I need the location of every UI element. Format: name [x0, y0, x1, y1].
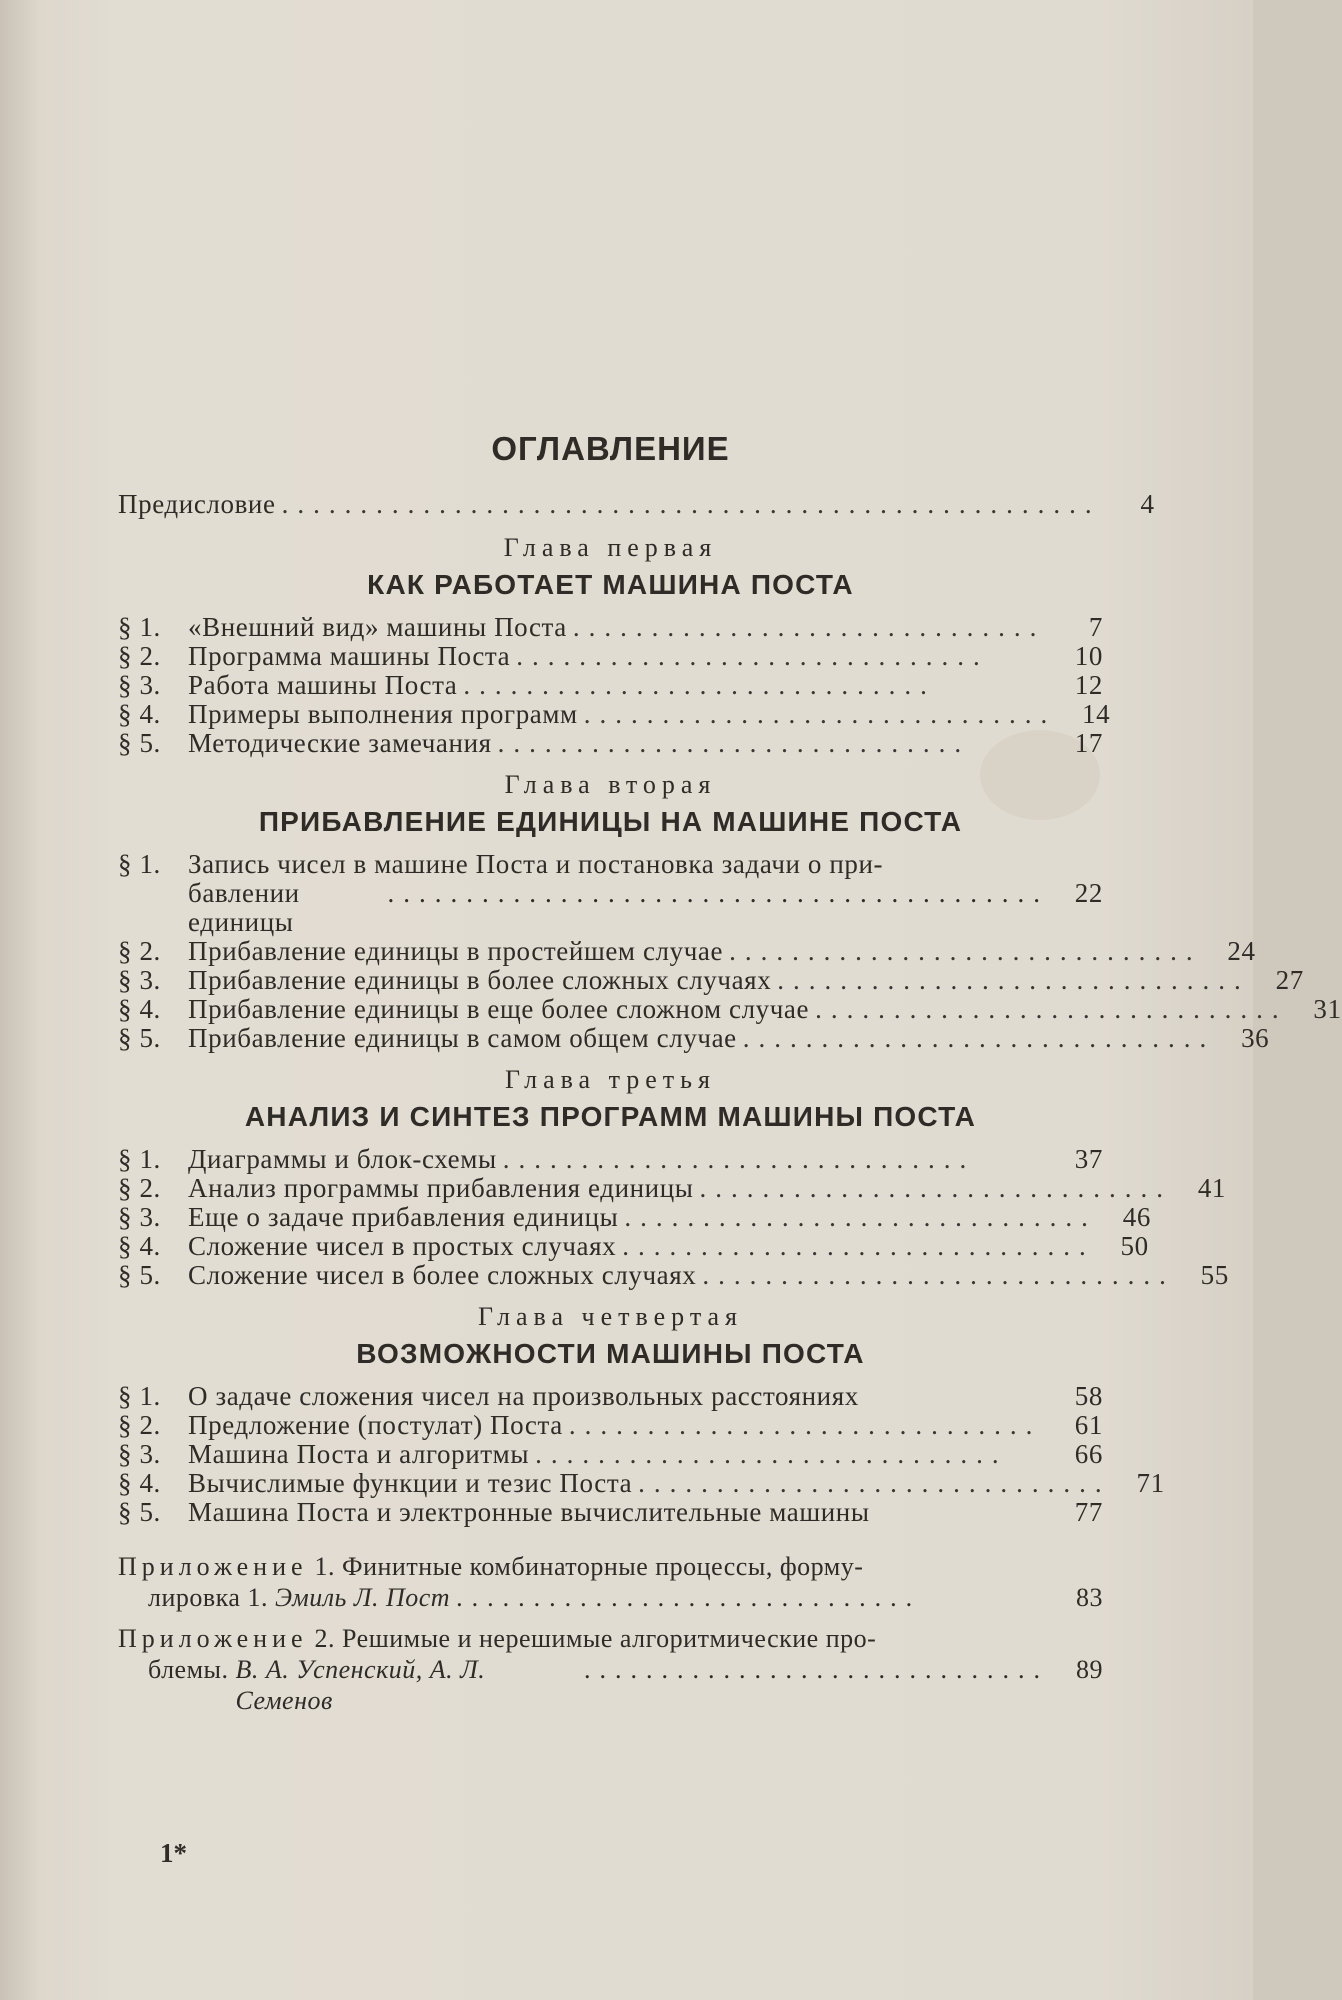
section-number: § 4. [118, 1231, 161, 1261]
leader-dots: .............................. [624, 1202, 1097, 1232]
section-label: Вычислимые функции и тезис Поста [188, 1468, 633, 1498]
leader-dots: .............................. [622, 1231, 1095, 1261]
chapter-label: Глава первая [503, 533, 718, 562]
appendix-page: 83 [1076, 1583, 1103, 1612]
section-page: 46 [1122, 1202, 1151, 1232]
section-label: Диаграммы и блок-схемы [188, 1144, 497, 1174]
chapter-3-sections [118, 1144, 1229, 1290]
chapter-title: ВОЗМОЖНОСТИ МАШИНЫ ПОСТА [356, 1338, 865, 1369]
section-label: Прибавление единицы в более сложных случаях [188, 965, 772, 995]
section-page: 61 [1074, 1410, 1103, 1440]
section-body [188, 850, 1103, 937]
toc-entry [118, 1498, 1103, 1527]
section-number: § 4. [118, 699, 161, 729]
section-page: 41 [1197, 1173, 1227, 1203]
section-label: Прибавление единицы в еще более сложном случае [188, 994, 810, 1024]
toc-entry [118, 965, 1304, 995]
leader-dots: .............................. [502, 1144, 976, 1174]
appendix-author: В. А. Успенский, А. Л. Семенов [235, 1655, 486, 1715]
section-number: § 4. [118, 1468, 161, 1498]
section-label: Методические замечания [188, 728, 492, 758]
leader-dots: .............................. [584, 1655, 1049, 1684]
leader-dots: .............................. [456, 1583, 922, 1612]
signature-mark: 1* [160, 1838, 187, 1868]
chapter-4-sections [118, 1381, 1165, 1527]
toc-entry [118, 1231, 1149, 1261]
section-page: 12 [1074, 670, 1103, 700]
toc-entry [118, 642, 1103, 671]
section-page: 77 [1074, 1497, 1103, 1527]
section-label: Прибавление единицы в простейшем случае [188, 936, 724, 966]
leader-dots: .............................. [815, 994, 1288, 1024]
toc-entry [118, 1260, 1229, 1290]
leader-dots: .............................. [535, 1439, 1008, 1469]
section-page: 50 [1120, 1231, 1149, 1261]
toc-entry [118, 613, 1103, 642]
section-label-cont: бавлении единицы [188, 878, 300, 937]
section-number: § 5. [118, 728, 161, 758]
appendix-line-2 [118, 1654, 1103, 1716]
section-number: § 1. [118, 612, 161, 642]
section-number: § 2. [118, 1173, 161, 1203]
leader-dots: .......................................... [387, 878, 1049, 908]
leader-dots: .............................. [699, 1173, 1173, 1203]
section-label: Прибавление единицы в самом общем случае [188, 1023, 737, 1053]
toc-entry [118, 1202, 1151, 1232]
section-number: § 1. [118, 849, 161, 879]
table-of-contents [118, 430, 1342, 1726]
section-number: § 5. [118, 1497, 161, 1527]
toc-entry [118, 936, 1256, 966]
section-number: § 2. [118, 1410, 161, 1440]
leader-dots: .............................. [568, 1410, 1042, 1440]
section-page: 55 [1200, 1260, 1229, 1290]
appendix-word: Приложение [118, 1624, 308, 1653]
appendix-line-2 [118, 1582, 1103, 1613]
section-label: Сложение чисел в более сложных случаях [188, 1260, 697, 1290]
section-page: 31 [1313, 994, 1342, 1024]
section-number: § 2. [118, 936, 161, 966]
section-number: § 5. [118, 1023, 161, 1053]
leader-dots: .............................. [463, 670, 936, 700]
toc-entry [118, 850, 1103, 937]
leader-dots: .............................. [702, 1260, 1175, 1290]
chapter-title: ПРИБАВЛЕНИЕ ЕДИНИЦЫ НА МАШИНЕ ПОСТА [258, 806, 963, 837]
appendix-title: 1. Финитные комбинаторные процессы, форму- [314, 1552, 864, 1581]
section-page: 17 [1074, 728, 1103, 758]
leader-dots: .............................. [583, 699, 1057, 729]
appendix-title-cont: блемы. [148, 1655, 229, 1684]
toc-entry [118, 1145, 1103, 1174]
section-number: § 1. [118, 1144, 161, 1174]
chapter-title: КАК РАБОТАЕТ МАШИНА ПОСТА [367, 569, 854, 600]
toc-entry [118, 729, 1103, 758]
appendix-entry [118, 1623, 1103, 1716]
section-number: § 3. [118, 1202, 161, 1232]
section-page: 36 [1241, 1023, 1270, 1053]
section-number: § 5. [118, 1260, 161, 1290]
toc-entry [118, 1411, 1103, 1440]
section-number: § 2. [118, 641, 161, 671]
section-page: 24 [1227, 936, 1256, 966]
section-label: «Внешний вид» машины Поста [188, 612, 567, 642]
section-label: О задаче сложения чисел на произвольных расстояниях [188, 1381, 859, 1411]
section-page: 27 [1275, 965, 1304, 995]
section-number: § 4. [118, 994, 161, 1024]
appendix-title-cont: лировка 1. [148, 1583, 268, 1612]
section-label: Запись чисел в машине Поста и постановка задачи о при- [188, 849, 884, 879]
appendix-line-1 [118, 1623, 1103, 1654]
toc-entry [118, 1173, 1227, 1203]
section-page: 71 [1136, 1468, 1165, 1498]
section-label: Еще о задаче прибавления единицы [188, 1202, 619, 1232]
leader-dots: .................................................... [281, 489, 1101, 519]
section-number: § 3. [118, 670, 161, 700]
section-page: 10 [1074, 641, 1103, 671]
leader-dots: .............................. [497, 728, 971, 758]
section-label: Машина Поста и алгоритмы [188, 1439, 530, 1469]
chapter-label: Глава четвертая [477, 1302, 744, 1331]
preface-label: Предисловие [118, 489, 276, 519]
leader-dots: .............................. [516, 641, 989, 671]
chapter-label: Глава вторая [504, 770, 717, 799]
leader-dots: .............................. [572, 612, 1046, 642]
section-page: 58 [1074, 1381, 1103, 1411]
chapter-title: АНАЛИЗ И СИНТЕЗ ПРОГРАММ МАШИНЫ ПОСТА [244, 1101, 977, 1132]
section-label: Анализ программы прибавления единицы [188, 1173, 694, 1203]
section-continuation [188, 879, 1103, 937]
section-label: Предложение (постулат) Поста [188, 1410, 563, 1440]
section-page: 66 [1074, 1439, 1103, 1469]
page-title: ОГЛАВЛЕНИЕ [491, 430, 730, 467]
section-number: § 3. [118, 1439, 161, 1469]
section-label: Машина Поста и электронные вычислительные машины [188, 1497, 870, 1527]
section-label: Сложение чисел в простых случаях [188, 1231, 617, 1261]
appendix-title: 2. Решимые и нерешимые алгоритмические про- [314, 1624, 877, 1653]
leader-dots: .............................. [742, 1023, 1216, 1053]
toc-entry [118, 1440, 1103, 1469]
toc-entry [118, 671, 1103, 700]
section-label: Программа машины Поста [188, 641, 511, 671]
toc-entry [118, 699, 1111, 729]
appendix-line-1 [118, 1551, 1103, 1582]
appendices [118, 1551, 1103, 1716]
section-page: 22 [1074, 878, 1103, 908]
preface-entry [118, 489, 1155, 519]
leader-dots: .............................. [729, 936, 1202, 966]
section-page: 37 [1074, 1144, 1103, 1174]
chapter-label: Глава третья [505, 1065, 716, 1094]
section-label: Примеры выполнения программ [188, 699, 578, 729]
leader-dots: .............................. [777, 965, 1250, 995]
appendix-author: Эмиль Л. Пост [274, 1583, 451, 1612]
section-page: 7 [1088, 612, 1103, 642]
toc-entry [118, 1382, 1103, 1411]
preface-page: 4 [1140, 489, 1155, 519]
chapter-1-sections [118, 612, 1111, 758]
appendix-page: 89 [1076, 1655, 1103, 1684]
toc-entry [118, 1023, 1270, 1053]
toc-entry [118, 1468, 1165, 1498]
section-page: 14 [1082, 699, 1111, 729]
section-number: § 1. [118, 1381, 161, 1411]
leader-dots: .............................. [638, 1468, 1111, 1498]
section-label: Работа машины Поста [188, 670, 458, 700]
section-number: § 3. [118, 965, 161, 995]
toc-entry [118, 994, 1342, 1024]
appendix-word: Приложение [118, 1552, 308, 1581]
appendix-entry [118, 1551, 1103, 1613]
chapter-2-sections [118, 849, 1342, 1053]
